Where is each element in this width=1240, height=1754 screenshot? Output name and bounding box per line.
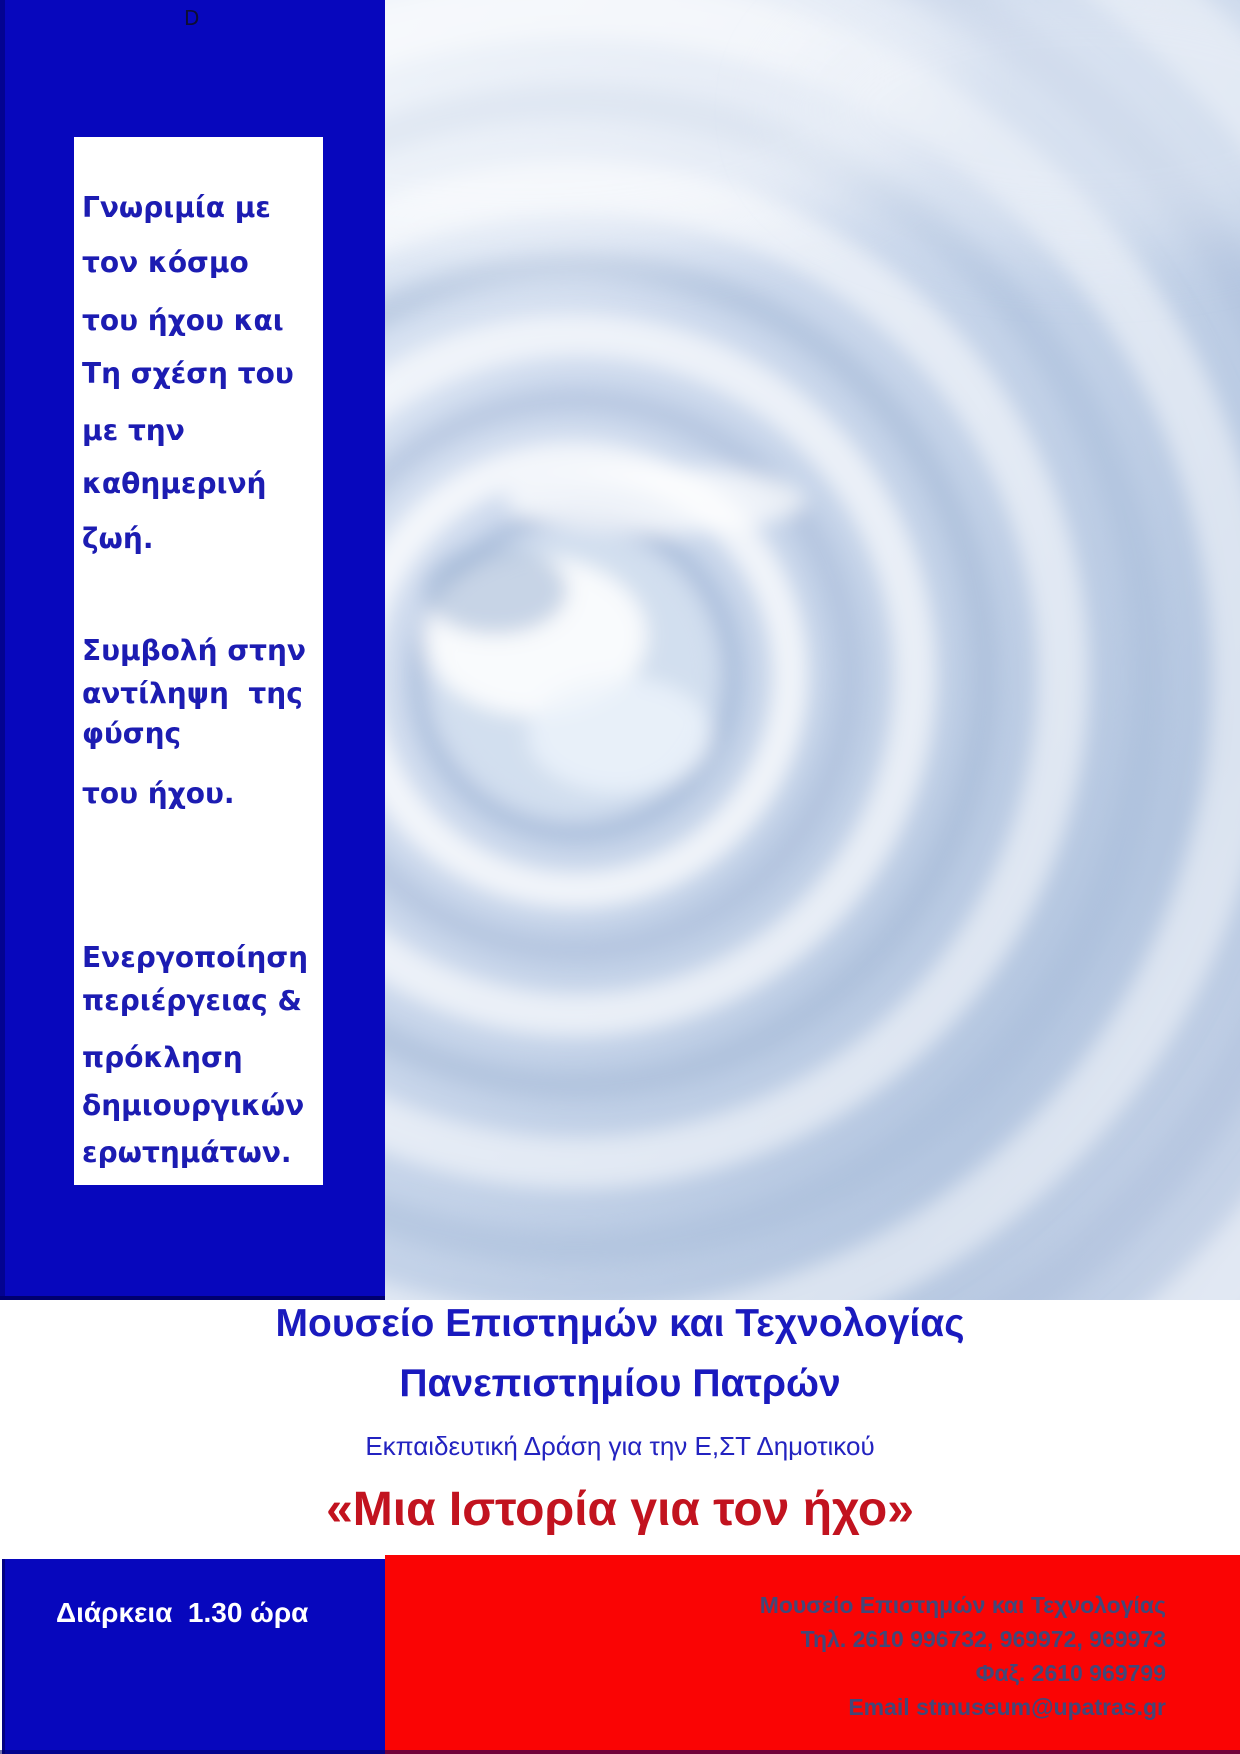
bottom-edge-line [0, 1750, 1240, 1754]
event-title: «Μια Ιστορία για τον ήχο» [326, 1483, 914, 1536]
objective-line: δημιουργικών [82, 1089, 305, 1122]
objective-line: με την [82, 414, 185, 447]
objective-line: του ήχου. [82, 777, 235, 810]
activity-subtitle: Εκπαιδευτική Δράση για την Ε,ΣΤ Δημοτικού [365, 1431, 875, 1461]
duration-text: Διάρκεια 1.30 ώρα [56, 1597, 309, 1628]
contact-museum-name: Μουσείο Επιστημών και Τεχνολογίας [759, 1592, 1166, 1618]
objective-line: ερωτημάτων. [82, 1136, 292, 1169]
objective-line: Τη σχέση του [82, 357, 294, 390]
objective-line: Ενεργοποίηση [82, 941, 309, 974]
contact-fax: Φαξ. 2610 969799 [975, 1660, 1166, 1686]
objective-line: τον κόσμο [82, 246, 249, 279]
contact-block [385, 1555, 1240, 1754]
water-ripple-image [385, 0, 1240, 1300]
museum-title-line2: Πανεπιστημίου Πατρών [399, 1362, 841, 1405]
objective-line: αντίληψη της [82, 677, 303, 710]
duration-block [2, 1559, 385, 1754]
objective-line: φύσης [82, 717, 182, 750]
stray-d-mark: D [184, 6, 200, 30]
objectives-box [74, 137, 323, 1185]
contact-phone: Τηλ. 2610 996732, 969972, 969973 [800, 1626, 1166, 1652]
contact-email: Email stmuseum@upatras.gr [848, 1694, 1166, 1720]
objective-line: πρόκληση [82, 1041, 243, 1074]
objective-line: καθημερινή [82, 467, 267, 500]
objective-line: του ήχου και [82, 304, 284, 337]
objective-line: ζωή. [82, 522, 154, 555]
objective-line: Συμβολή στην [82, 634, 306, 667]
objective-line: περιέργειας & [82, 984, 302, 1017]
museum-title-line1: Μουσείο Επιστημών και Τεχνολογίας [275, 1302, 965, 1345]
objective-line: Γνωριμία με [82, 191, 271, 224]
